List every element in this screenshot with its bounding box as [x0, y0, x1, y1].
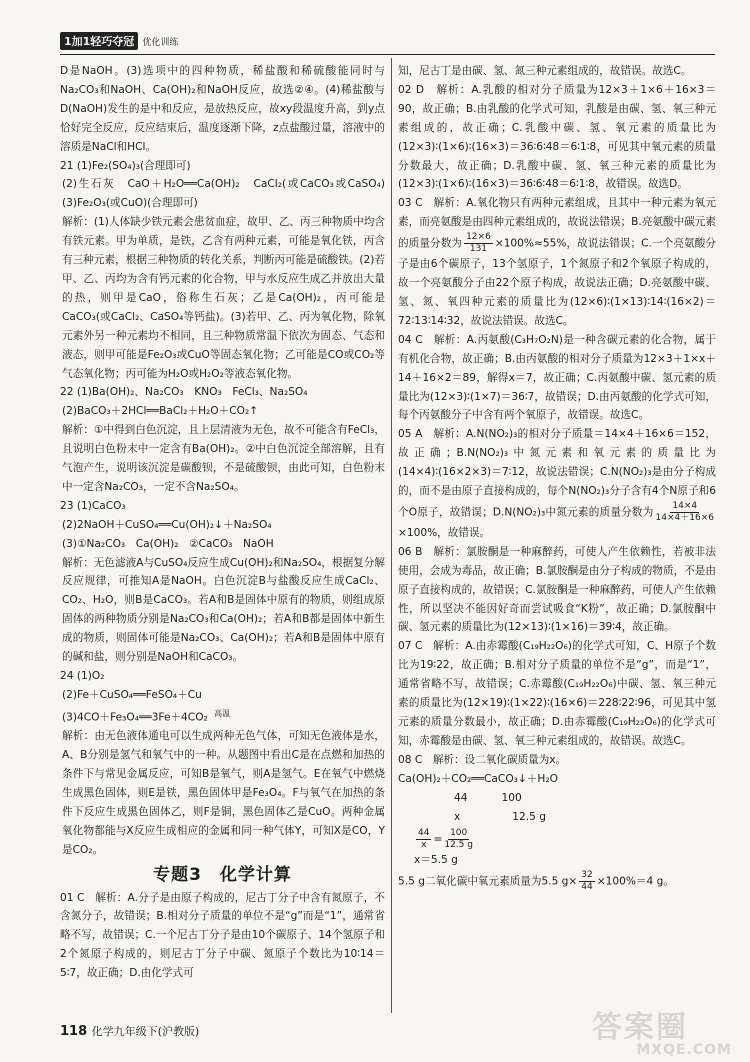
answer-24-1: 24 (1)O₂ [60, 670, 105, 682]
known-mass: 12.5 g [512, 810, 546, 823]
reaction-condition: 高温 [214, 708, 231, 718]
watermark-url: MXQE.COM [636, 1042, 732, 1058]
explanation-21: 解析：(1)人体缺少铁元素会患贫血症，故甲、乙、丙三种物质中均含有铁元素。甲为单质，是铁，乙含有两种元素，可能是氧化铁，丙含有三种元素，根据三种物质的转化关系，判断丙可能是硫酸铁。(2)若甲、乙、丙均为含有钙元素的化合物，甲与水反应生成乙并放出大量的热，则甲是CaO，俗称生石灰；乙是Ca(OH)₂，丙可能是CaCO₃(或CaCl₂、CaSO₄等钙盐)。(3)若甲、乙、丙为氧化物，除氧元素外另一种元素均不相同，且三种物质常温下依次为固态、气态和液态，则甲可能是Fe₂O₃或CuO等固态氧化物；乙可能是CO或CO₂等气态氧化物；丙可能为H₂O或H₂O₂等液态氧化物。 [62, 216, 385, 380]
final-line [398, 870, 716, 893]
watermark [592, 1002, 732, 1058]
answer-03 [398, 194, 716, 330]
explanation-24: 解析：由无色液体通电可以生成两种无色气体，可知无色液体是水，A、B分别是氢气和氧气中的一种。从题图中看出C是在点燃和加热的条件下与常见金属反应，可知B是氧气，则A是氢气。E在氧气中燃烧生成黑色固体，则E是铁，黑色固体甲是Fe₃O₄。F与氧气在加热的条件下反应生成黑色固体乙，则F是铜，黑色固体乙是CuO。两种金属氧化物都能与X反应生成相应的金属和同一种气体Y，可知X是CO，Y是CO₂。 [62, 730, 385, 856]
explanation-23: 解析：无色滤液A与CuSO₄反应生成Cu(OH)₂和Na₂SO₄，根据复分解反应规律，可推知A是NaOH。白色沉淀B与盐酸反应生成CaCl₂、CO₂、H₂O，则B是CaCO₃。若A和B是固体中原有的物质，则组成原固体的两种物质分别是Na₂CO₃和Ca(OH)₂；若A和B都是固体中新生成的物质，则固体可能是Na₂CO₃、Ca(OH)₂；若A和B是固体中原有的碱和盐，则分别是NaOH和CaCO₃。 [62, 556, 385, 664]
fraction-numerator: 14×4 [672, 500, 698, 511]
mass-caco3: 100 [501, 791, 522, 804]
final-text: 5.5 g二氧化碳中氧元素质量为5.5 g× [398, 875, 578, 888]
equation-24: (3)4CO＋Fe₃O₄══3Fe＋4CO₂ [62, 711, 208, 724]
fraction [444, 828, 473, 851]
answer-06: 06 B 解析：氯胺酮是一种麻醉药，可使人产生依赖性，若被非法使用，会成为毒品，故正确；B.氯胺酮是由分子构成的物质，不是由原子直接构成的，故错误；C.氯胺酮是一种麻醉药，可使人产生依赖性，所以坚决不能因好奇而尝试吸食“K粉”，故正确；D.氯胺酮中碳、氢元素的质量比为(12×13)∶(1×16)＝39∶4，故正确。 [398, 545, 716, 634]
ratio: $\frac{44}{x}$ = $\frac{100}{12.5 g}$ [418, 828, 473, 851]
fraction-numerator: 44 [418, 828, 430, 839]
watermark-text: 答案圈 [592, 1010, 688, 1045]
fraction [416, 828, 431, 851]
fraction-denominator: x [421, 840, 427, 851]
answer-01-cont: 知，尼古丁是由碳、氢、氮三种元素组成的，故错误。故选C。 [398, 65, 692, 77]
equation-unknowns [398, 808, 716, 827]
answer-21-2: (2)生石灰 CaO＋H₂O══Ca(OH)₂ CaCl₂(或CaCO₃或CaSO₄) (3)Fe₂O₃(或CuO)(合理即可) [62, 178, 396, 210]
answer-05-text: 05 A 解析：A.N(NO₂)₃的相对分子质量＝14×4＋16×6＝152，故正确；B.N(NO₂)₃中氮元素和氧元素的质量比为(14×4)∶(16×2×3)＝7∶12，故说法错误；C.N(NO₂)₃是由分子构成的，而不是由原子直接构成的，每个N(NO₂)₃分子含有4个N原子和6个O原子，故错误；D.N(NO₂)₃中氮元素的质量分数为 [398, 428, 716, 519]
answer-21-1: 21 (1)Fe₂(SO₄)₃(合理即可) [60, 159, 191, 172]
column-divider [391, 58, 392, 1013]
right-column [398, 62, 716, 893]
fraction-numerator: 12×6 [466, 232, 491, 243]
answer-03-text-2: ×100%≈55%，故说法错误；C.一个亮氨酸分子是由6个碳原子，13个氢原子，1个氮原子和2个氧原子构成的，故一个亮氨酸分子由22个原子构成，故说法正确；D.亮氨酸中碳、氢、氮、氧四种元素的质量比为(12×6)∶(1×13)∶14∶(16×2)＝72∶13∶14∶32，故说法错误。故选C。 [398, 237, 716, 327]
explanation-22: 解析：①中得到白色沉淀，且上层清液为无色，故不可能含有FeCl₃，且说明白色粉末中一定含有Ba(OH)₂。②中白色沉淀全部溶解，且有气泡产生，说明该沉淀是碳酸钡，不是硫酸钡，由此可知，白色粉末中一定含Na₂CO₃，一定不含Na₂SO₄。 [62, 424, 385, 493]
header-rule [60, 54, 715, 55]
page-number: 118 [60, 1024, 88, 1039]
fraction-numerator: 100 [450, 828, 468, 839]
final-text-2: ×100%＝4 g。 [596, 875, 674, 888]
mass-co2: 44 [454, 791, 468, 804]
logo-subtitle: 优化训练 [142, 37, 179, 48]
answer-22-1: 22 (1)Ba(OH)₂、Na₂CO₃ KNO₃ FeCl₃、Na₂SO₄ [60, 386, 308, 399]
fraction [656, 501, 714, 524]
answer-02: 02 D 解析：A.乳酸的相对分子质量为12×3＋1×6＋16×3＝90，故正确；B.由乳酸的化学式可知，乳酸是由碳、氢、氧三种元素组成的，故正确；C.乳酸中碳、氢、氧元素的质量比为(12×3)∶(1×6)∶(16×3)＝36∶6∶48＝6∶1∶8，可见其中氧元素的质量分数最大，故正确；D.乳酸中碳、氢、氧三种元素的质量比为(12×3)∶(1×6)∶(16×3)＝36∶6∶48＝6∶1∶8，故错误。故选D。 [398, 83, 716, 191]
answer-23-3: (3)①Na₂CO₃ Ca(OH)₂ ②CaCO₃ NaOH [62, 537, 274, 550]
answer-23-2: (2)2NaOH＋CuSO₄══Cu(OH)₂↓＋Na₂SO₄ [62, 518, 272, 531]
answer-01: 01 C 解析：A.分子是由原子构成的，尼古丁分子中含有氮原子，不含氮分子，故错误；B.相对分子质量的单位不是“g”而是“1”，通常省略不写，故错误；C.一个尼古丁分子是由10个碳原子、14个氢原子和2个氮原子构成的，则尼古丁分子中碳、氮原子个数比为10∶14＝5∶7，故正确；D.由化学式可 [60, 891, 385, 980]
book-title: 化学九年级下(沪教版) [91, 1025, 200, 1038]
fraction-denominator: 44 [581, 882, 593, 893]
fraction-denominator: 131 [469, 244, 488, 255]
fraction [464, 232, 493, 255]
answer-05 [398, 425, 716, 543]
equation-08: Ca(OH)₂＋CO₂══CaCO₃↓＋H₂O [398, 772, 558, 785]
section-title: 专题3 化学计算 [153, 864, 292, 885]
page-footer [60, 1023, 199, 1039]
answer-03-text: 03 C 解析：A.氧化物只有两种元素组成，且其中一种元素为氧元素，而亮氨酸是由四种元素组成的，故说法错误；B.亮氨酸中碳元素的质量分数为 [398, 197, 716, 250]
fraction [579, 870, 594, 893]
answer-23-1: 23 (1)CaCO₃ [60, 499, 126, 512]
answer-07: 07 C 解析：A.由赤霉酸(C₁₉H₂₂O₆)的化学式可知，C、H原子个数比为19∶22，故正确；B.相对分子质量的单位不是“g”，而是“1”，通常省略不写，故错误；C.赤霉酸(C₁₉H₂₂O₆)中碳、氢、氧三种元素的质量比为(12×19)∶(1×22)∶(16×6)＝228∶22∶96，可见其中氢元素的质量分数最小，故正确；D.由赤霉酸(C₁₉H₂₂O₆)的化学式可知，赤霉酸是由碳、氢、氧三种元素组成的，故错误。故选C。 [398, 640, 716, 747]
paragraph: D是NaOH。(3)选项中的四种物质，稀盐酸和稀硫酸能同时与Na₂CO₃和NaOH、Ca(OH)₂和NaOH反应，故选②④。(4)稀盐酸与D(NaOH)发生的是中和反应，是放热反应，故xy段温度升高，到y点恰好完全反应，反应结束后，温度逐渐下降，z点盐酸过量，溶液中的溶质是NaCl和HCl。 [60, 65, 385, 153]
fraction-denominator: 12.5 g [444, 840, 473, 851]
answer-22-2: (2)BaCO₃＋2HCl══BaCl₂＋H₂O＋CO₂↑ [62, 405, 259, 418]
logo: 1加1轻巧夺冠 [60, 32, 138, 50]
header [60, 30, 178, 52]
answer-24-3 [60, 705, 385, 727]
left-column [60, 62, 396, 983]
fraction-numerator: 32 [581, 870, 593, 881]
fraction-denominator: 14×4＋16×6 [655, 512, 714, 523]
answer-08: 08 C 解析：设二氧化碳质量为x。 [398, 753, 567, 766]
unknown-x: x [454, 810, 461, 823]
equation-masses [398, 789, 716, 808]
answer-05-text-2: ×100%，故错误。 [398, 526, 491, 539]
answer-04: 04 C 解析：A.丙氨酸(C₃H₇O₂N)是一种含碳元素的化合物，属于有机化合物，故正确；B.由丙氨酸的相对分子质量为12×3＋1×x＋14＋16×2＝89，解得x＝7，故正确；C.丙氨酸中碳、氢元素的质量比为(12×3)∶(1×7)＝36∶7，故错误；D.由丙氨酸的化学式可知，每个丙氨酸分子中含有两个氧原子，故错误。故选C。 [398, 333, 716, 422]
answer-24-2: (2)Fe＋CuSO₄══FeSO₄＋Cu [62, 688, 202, 701]
result: x＝5.5 g [414, 854, 458, 867]
